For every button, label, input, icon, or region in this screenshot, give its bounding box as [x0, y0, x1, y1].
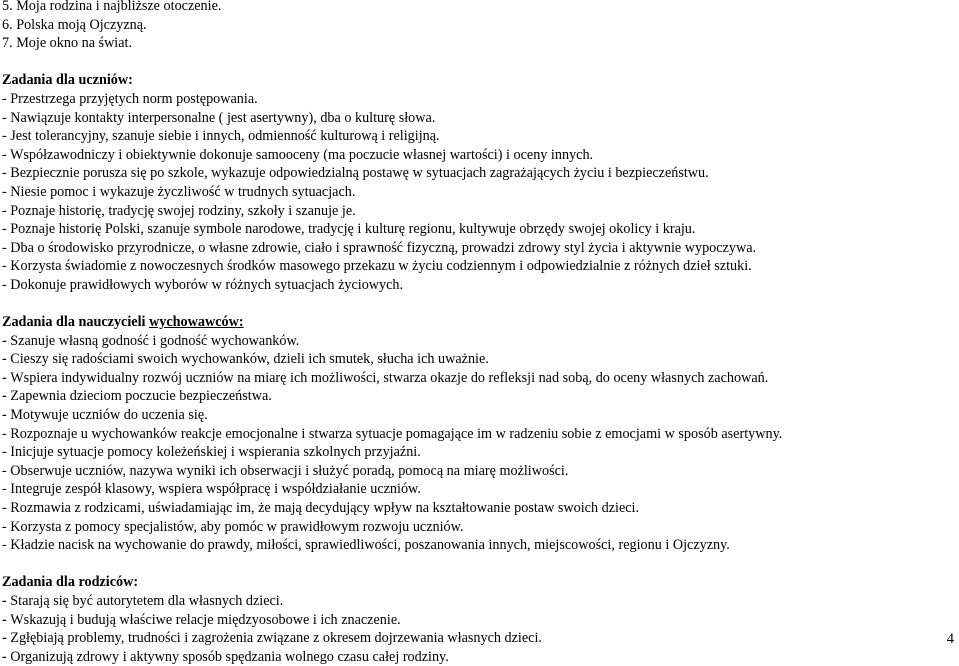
teacher-task: - Integruje zespół klasowy, wspiera współpracę i współdziałanie uczniów. [2, 481, 421, 498]
teacher-task: - Cieszy się radościami swoich wychowanków, dzieli ich smutek, słucha ich uważnie. [2, 351, 489, 368]
student-task: - Poznaje historię Polski, szanuje symbole narodowe, tradycję i kulturę regionu, kultywuje obrzędy swojej okolicy i kraju. [2, 221, 696, 238]
teacher-task: - Inicjuje sytuacje pomocy koleżeńskiej i wspierania szkolnych przyjaźni. [2, 444, 421, 461]
student-task: - Korzysta świadomie z nowoczesnych środków masowego przekazu w życiu codziennym i odpowiedzialnie z różnych dzieł sztuki. [2, 258, 752, 275]
teacher-task: - Szanuje własną godność i godność wychowanków. [2, 332, 300, 349]
teachers-heading-part2: wychowawców: [149, 314, 244, 331]
student-task: - Bezpiecznie porusza się po szkole, wykazuje odpowiedzialną postawę w sytuacjach zagrażających życiu i bezpieczeństwu. [2, 165, 709, 182]
spacer [2, 295, 952, 314]
teacher-task: - Rozpoznaje u wychowanków reakcje emocjonalne i stwarza sytuacje pomagające im w radzeniu sobie z emocjami w sposób asertywny. [2, 425, 783, 442]
parent-task: - Zgłębiają problemy, trudności i zagrożenia związane z okresem dojrzewania własnych dzieci. [2, 630, 542, 647]
teacher-task: - Wspiera indywidualny rozwój uczniów na miarę ich możliwości, stwarza okazje do refleksji nad sobą, do oceny własnych zachowań. [2, 369, 769, 386]
list-item: 6. Polska moją Ojczyzną. [2, 16, 147, 33]
student-task: - Niesie pomoc i wykazuje życzliwość w trudnych sytuacjach. [2, 183, 356, 200]
document-page [2, 0, 952, 666]
student-task: - Przestrzega przyjętych norm postępowania. [2, 90, 258, 107]
teachers-heading [2, 313, 952, 332]
student-task: - Współzawodniczy i obiektywnie dokonuje samooceny (ma poczucie własnej wartości) i oceny innych. [2, 146, 594, 163]
page-number: 4 [946, 631, 954, 647]
student-task: - Dokonuje prawidłowych wyborów w różnych sytuacjach życiowych. [2, 276, 404, 293]
parent-task: - Wskazują i budują właściwe relacje międzyosobowe i ich znaczenie. [2, 611, 401, 628]
students-heading: Zadania dla uczniów: [2, 72, 133, 89]
student-task: - Poznaje historię, tradycję swojej rodziny, szkoły i szanuje je. [2, 202, 356, 219]
teacher-task: - Motywuje uczniów do uczenia się. [2, 407, 208, 424]
list-item: 7. Moje okno na świat. [2, 35, 133, 52]
teacher-task: - Obserwuje uczniów, nazywa wyniki ich obserwacji i służyć poradą, pomocą na miarę możliwości. [2, 462, 569, 479]
student-task: - Nawiązuje kontakty interpersonalne ( jest asertywny), dba o kulturę słowa. [2, 109, 436, 126]
spacer [2, 53, 952, 72]
parents-heading: Zadania dla rodziców: [2, 574, 139, 591]
student-task: - Dba o środowisko przyrodnicze, o własne zdrowie, ciało i sprawność fizyczną, prowadzi zdrowy styl życia i aktywnie wypoczywa. [2, 239, 757, 256]
teacher-task: - Rozmawia z rodzicami, uświadamiając im, że mają decydujący wpływ na kształtowanie postaw swoich dzieci. [2, 500, 640, 517]
teachers-heading-part1: Zadania dla nauczycieli [2, 314, 146, 331]
parent-task: - Starają się być autorytetem dla własnych dzieci. [2, 593, 284, 609]
list-item: 5. Moja rodzina i najbliższe otoczenie. [2, 0, 222, 14]
student-task: - Jest tolerancyjny, szanuje siebie i innych, odmienność kulturową i religijną. [2, 128, 440, 145]
parent-task: - Organizują zdrowy i aktywny sposób spędzania wolnego czasu całej rodziny. [2, 648, 449, 665]
teacher-task: - Korzysta z pomocy specjalistów, aby pomóc w prawidłowym rozwoju uczniów. [2, 518, 464, 535]
spacer [2, 555, 952, 574]
teacher-task: - Zapewnia dzieciom poczucie bezpieczeństwa. [2, 388, 272, 405]
teacher-task: - Kładzie nacisk na wychowanie do prawdy, miłości, sprawiedliwości, poszanowania innych, miejscowości, regionu i Ojczyzny. [2, 537, 730, 554]
